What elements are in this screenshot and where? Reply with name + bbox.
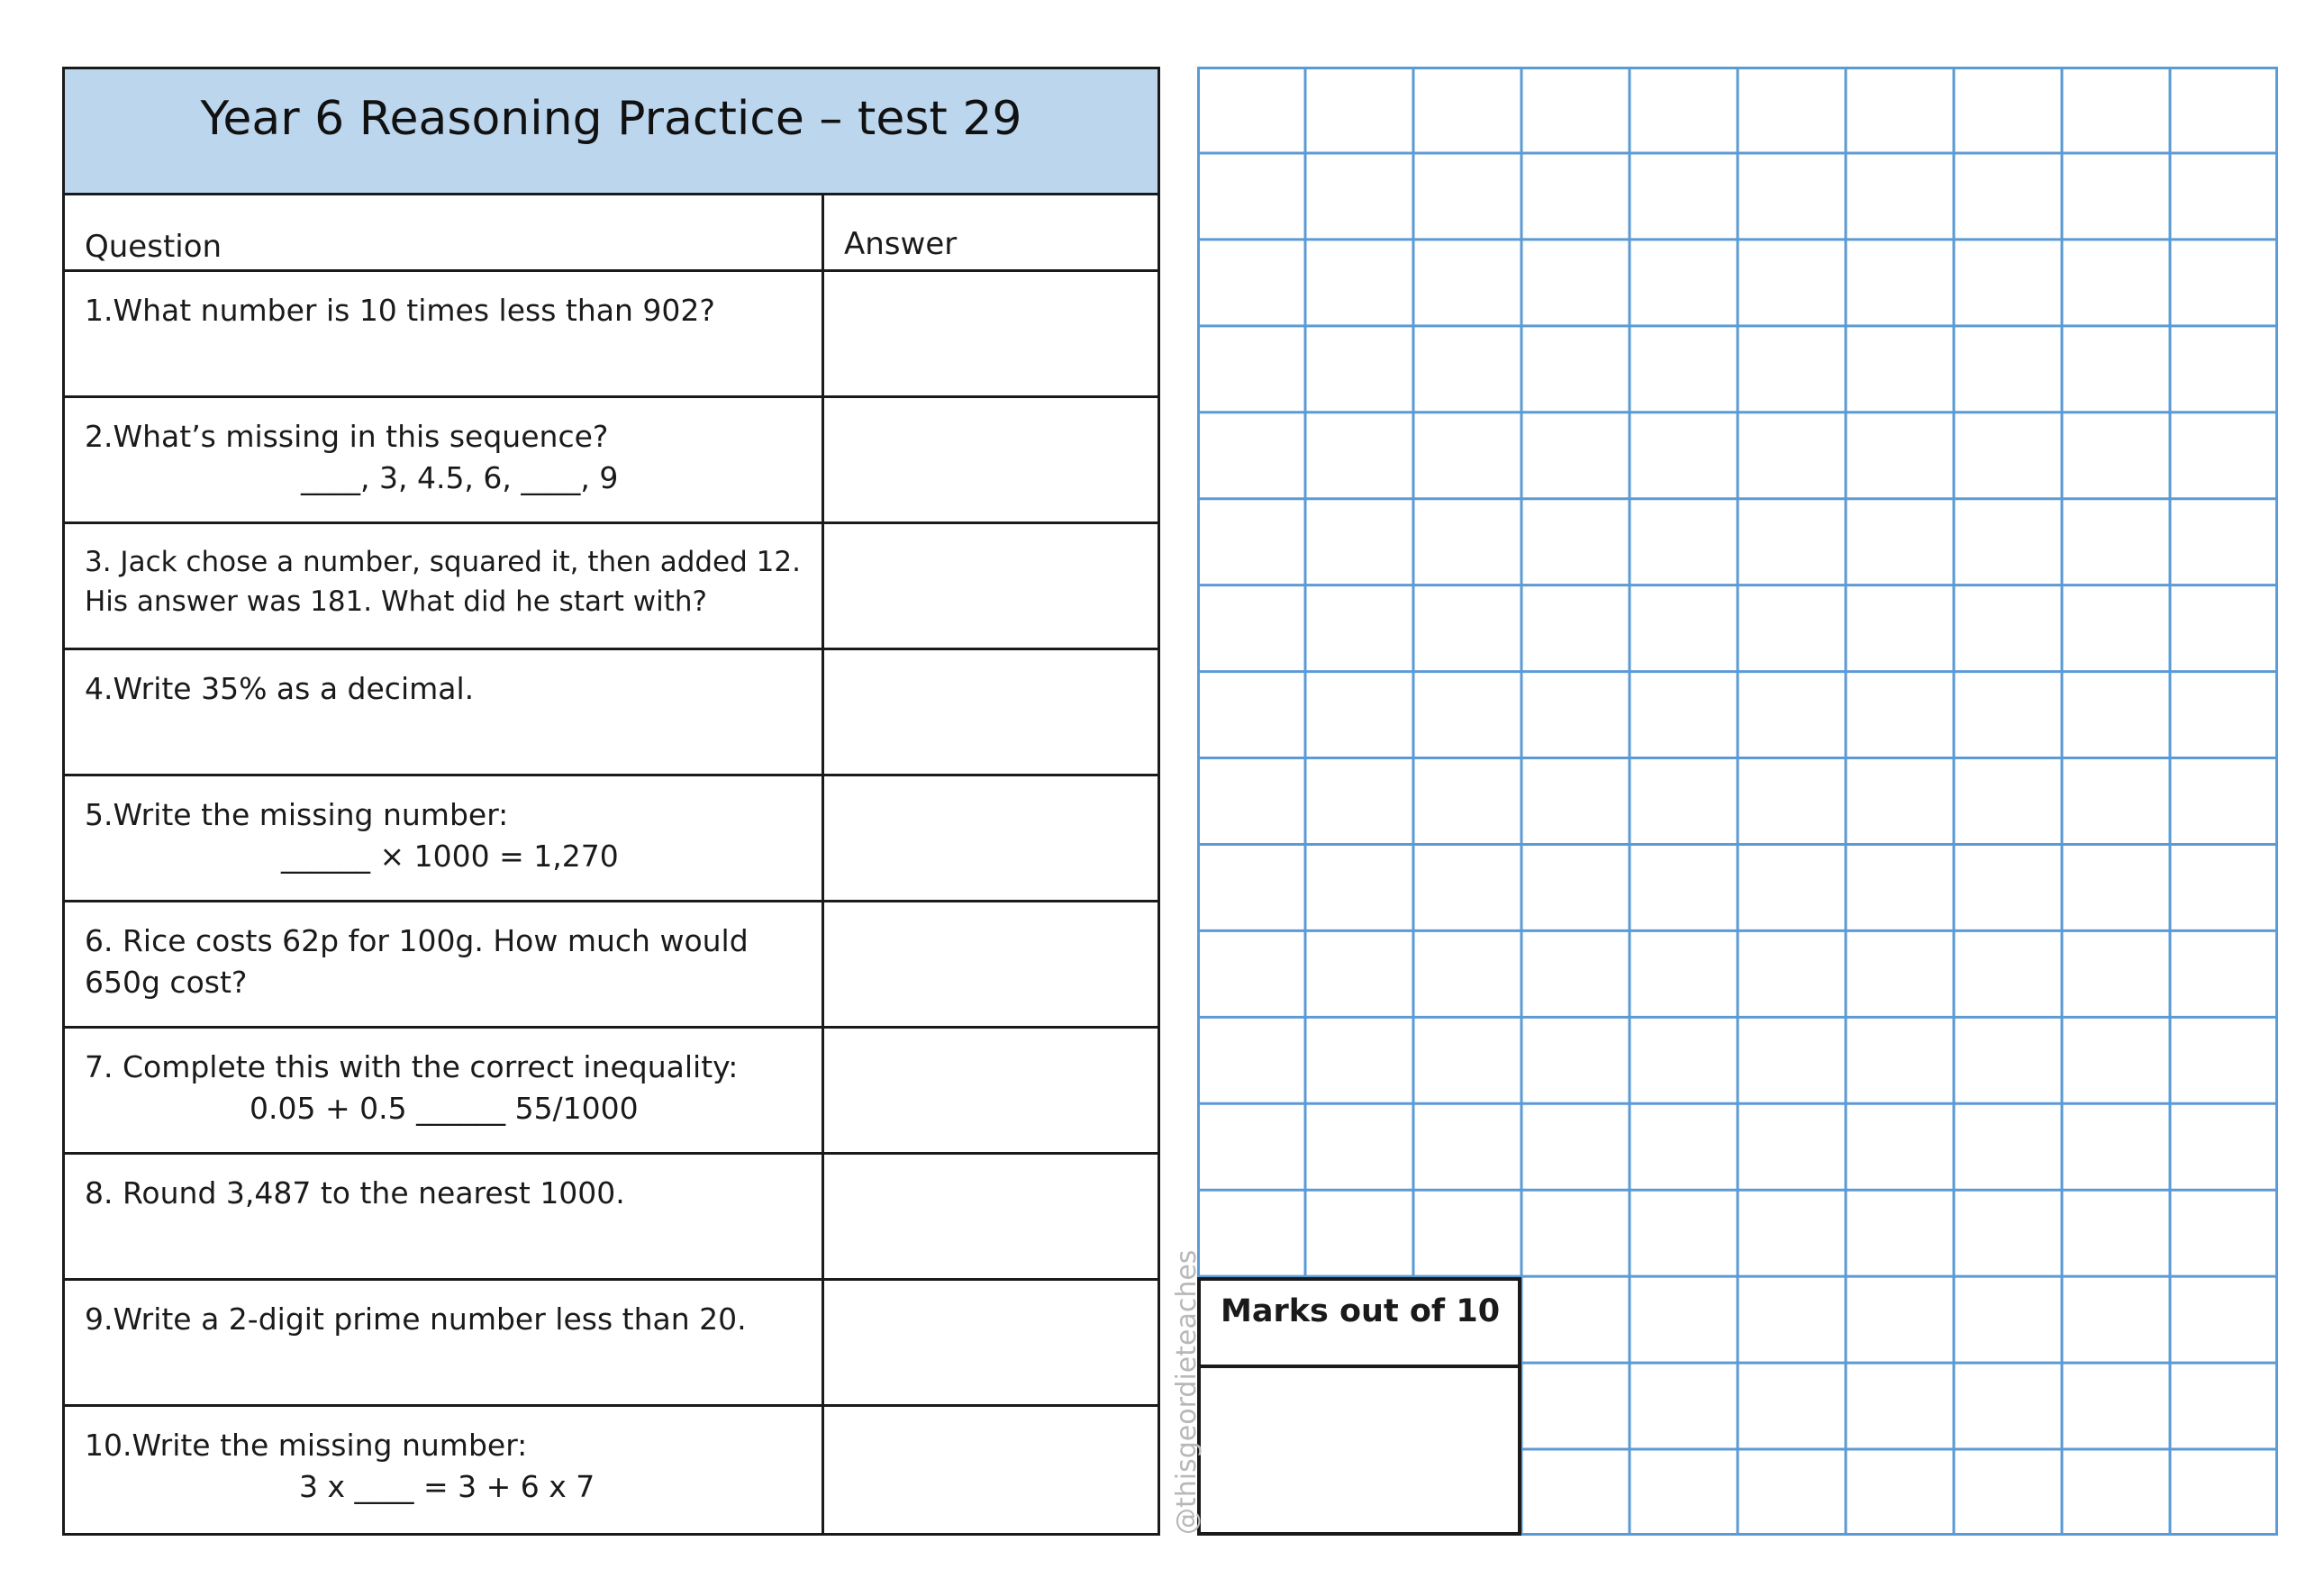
worksheet-table: [62, 67, 1160, 1536]
marks-score-field[interactable]: [1201, 1368, 1518, 1532]
answer-cell-5[interactable]: [824, 776, 1158, 900]
question-text: [65, 1155, 824, 1278]
question-line-2: 0.05 + 0.5 ______ 55/1000: [250, 1091, 639, 1126]
question-header: Question: [65, 195, 824, 269]
question-text: [65, 524, 824, 648]
marks-box: [1197, 1277, 1521, 1536]
answer-cell-3[interactable]: [824, 524, 1158, 648]
question-row-3: [65, 524, 1158, 650]
question-text: [65, 1029, 824, 1152]
question-row-2: [65, 398, 1158, 524]
question-text: [65, 902, 824, 1026]
question-row-7: [65, 1029, 1158, 1155]
answer-cell-4[interactable]: [824, 650, 1158, 774]
question-text: [65, 776, 824, 900]
title-band: [65, 69, 1158, 195]
question-line-2: 650g cost?: [85, 965, 248, 1000]
question-line-1: 6. Rice costs 62p for 100g. How much would: [85, 923, 749, 958]
table-header-row: [65, 195, 1158, 272]
question-row-5: [65, 776, 1158, 902]
question-line-1: 2.What’s missing in this sequence?: [85, 419, 609, 454]
question-line-1: 3. Jack chose a number, squared it, then added 12.: [85, 546, 801, 578]
question-row-9: [65, 1281, 1158, 1407]
question-text: [65, 650, 824, 774]
question-line-1: 5.Write the missing number:: [85, 797, 509, 832]
question-line-2: ____, 3, 4.5, 6, ____, 9: [301, 460, 619, 495]
question-row-1: [65, 272, 1158, 398]
marks-label: Marks out of 10: [1201, 1281, 1518, 1368]
question-line-1: 8. Round 3,487 to the nearest 1000.: [85, 1175, 625, 1211]
question-line-1: 4.Write 35% as a decimal.: [85, 671, 475, 706]
question-line-2: ______ × 1000 = 1,270: [281, 839, 619, 874]
answer-cell-1[interactable]: [824, 272, 1158, 395]
answer-cell-9[interactable]: [824, 1281, 1158, 1404]
question-line-1: 7. Complete this with the correct inequality:: [85, 1049, 739, 1084]
question-line-1: 1.What number is 10 times less than 902?: [85, 293, 715, 328]
answer-cell-7[interactable]: [824, 1029, 1158, 1152]
question-row-10: [65, 1407, 1158, 1533]
question-text: [65, 1407, 824, 1533]
watermark: @thisgeordieteaches: [1171, 1249, 1203, 1535]
answer-cell-2[interactable]: [824, 398, 1158, 521]
answer-cell-8[interactable]: [824, 1155, 1158, 1278]
question-row-4: [65, 650, 1158, 776]
question-line-2: 3 x ____ = 3 + 6 x 7: [299, 1469, 595, 1504]
page-title: Year 6 Reasoning Practice – test 29: [200, 91, 1022, 146]
question-line-1: 9.Write a 2-digit prime number less than 20.: [85, 1301, 747, 1337]
answer-cell-10[interactable]: [824, 1407, 1158, 1533]
question-line-1: 10.Write the missing number:: [85, 1428, 528, 1463]
question-text: [65, 272, 824, 395]
question-text: [65, 1281, 824, 1404]
answer-cell-6[interactable]: [824, 902, 1158, 1026]
question-row-6: [65, 902, 1158, 1029]
question-line-2: His answer was 181. What did he start with?: [85, 585, 707, 618]
question-text: [65, 398, 824, 521]
question-row-8: [65, 1155, 1158, 1281]
answer-header: Answer: [844, 226, 958, 262]
